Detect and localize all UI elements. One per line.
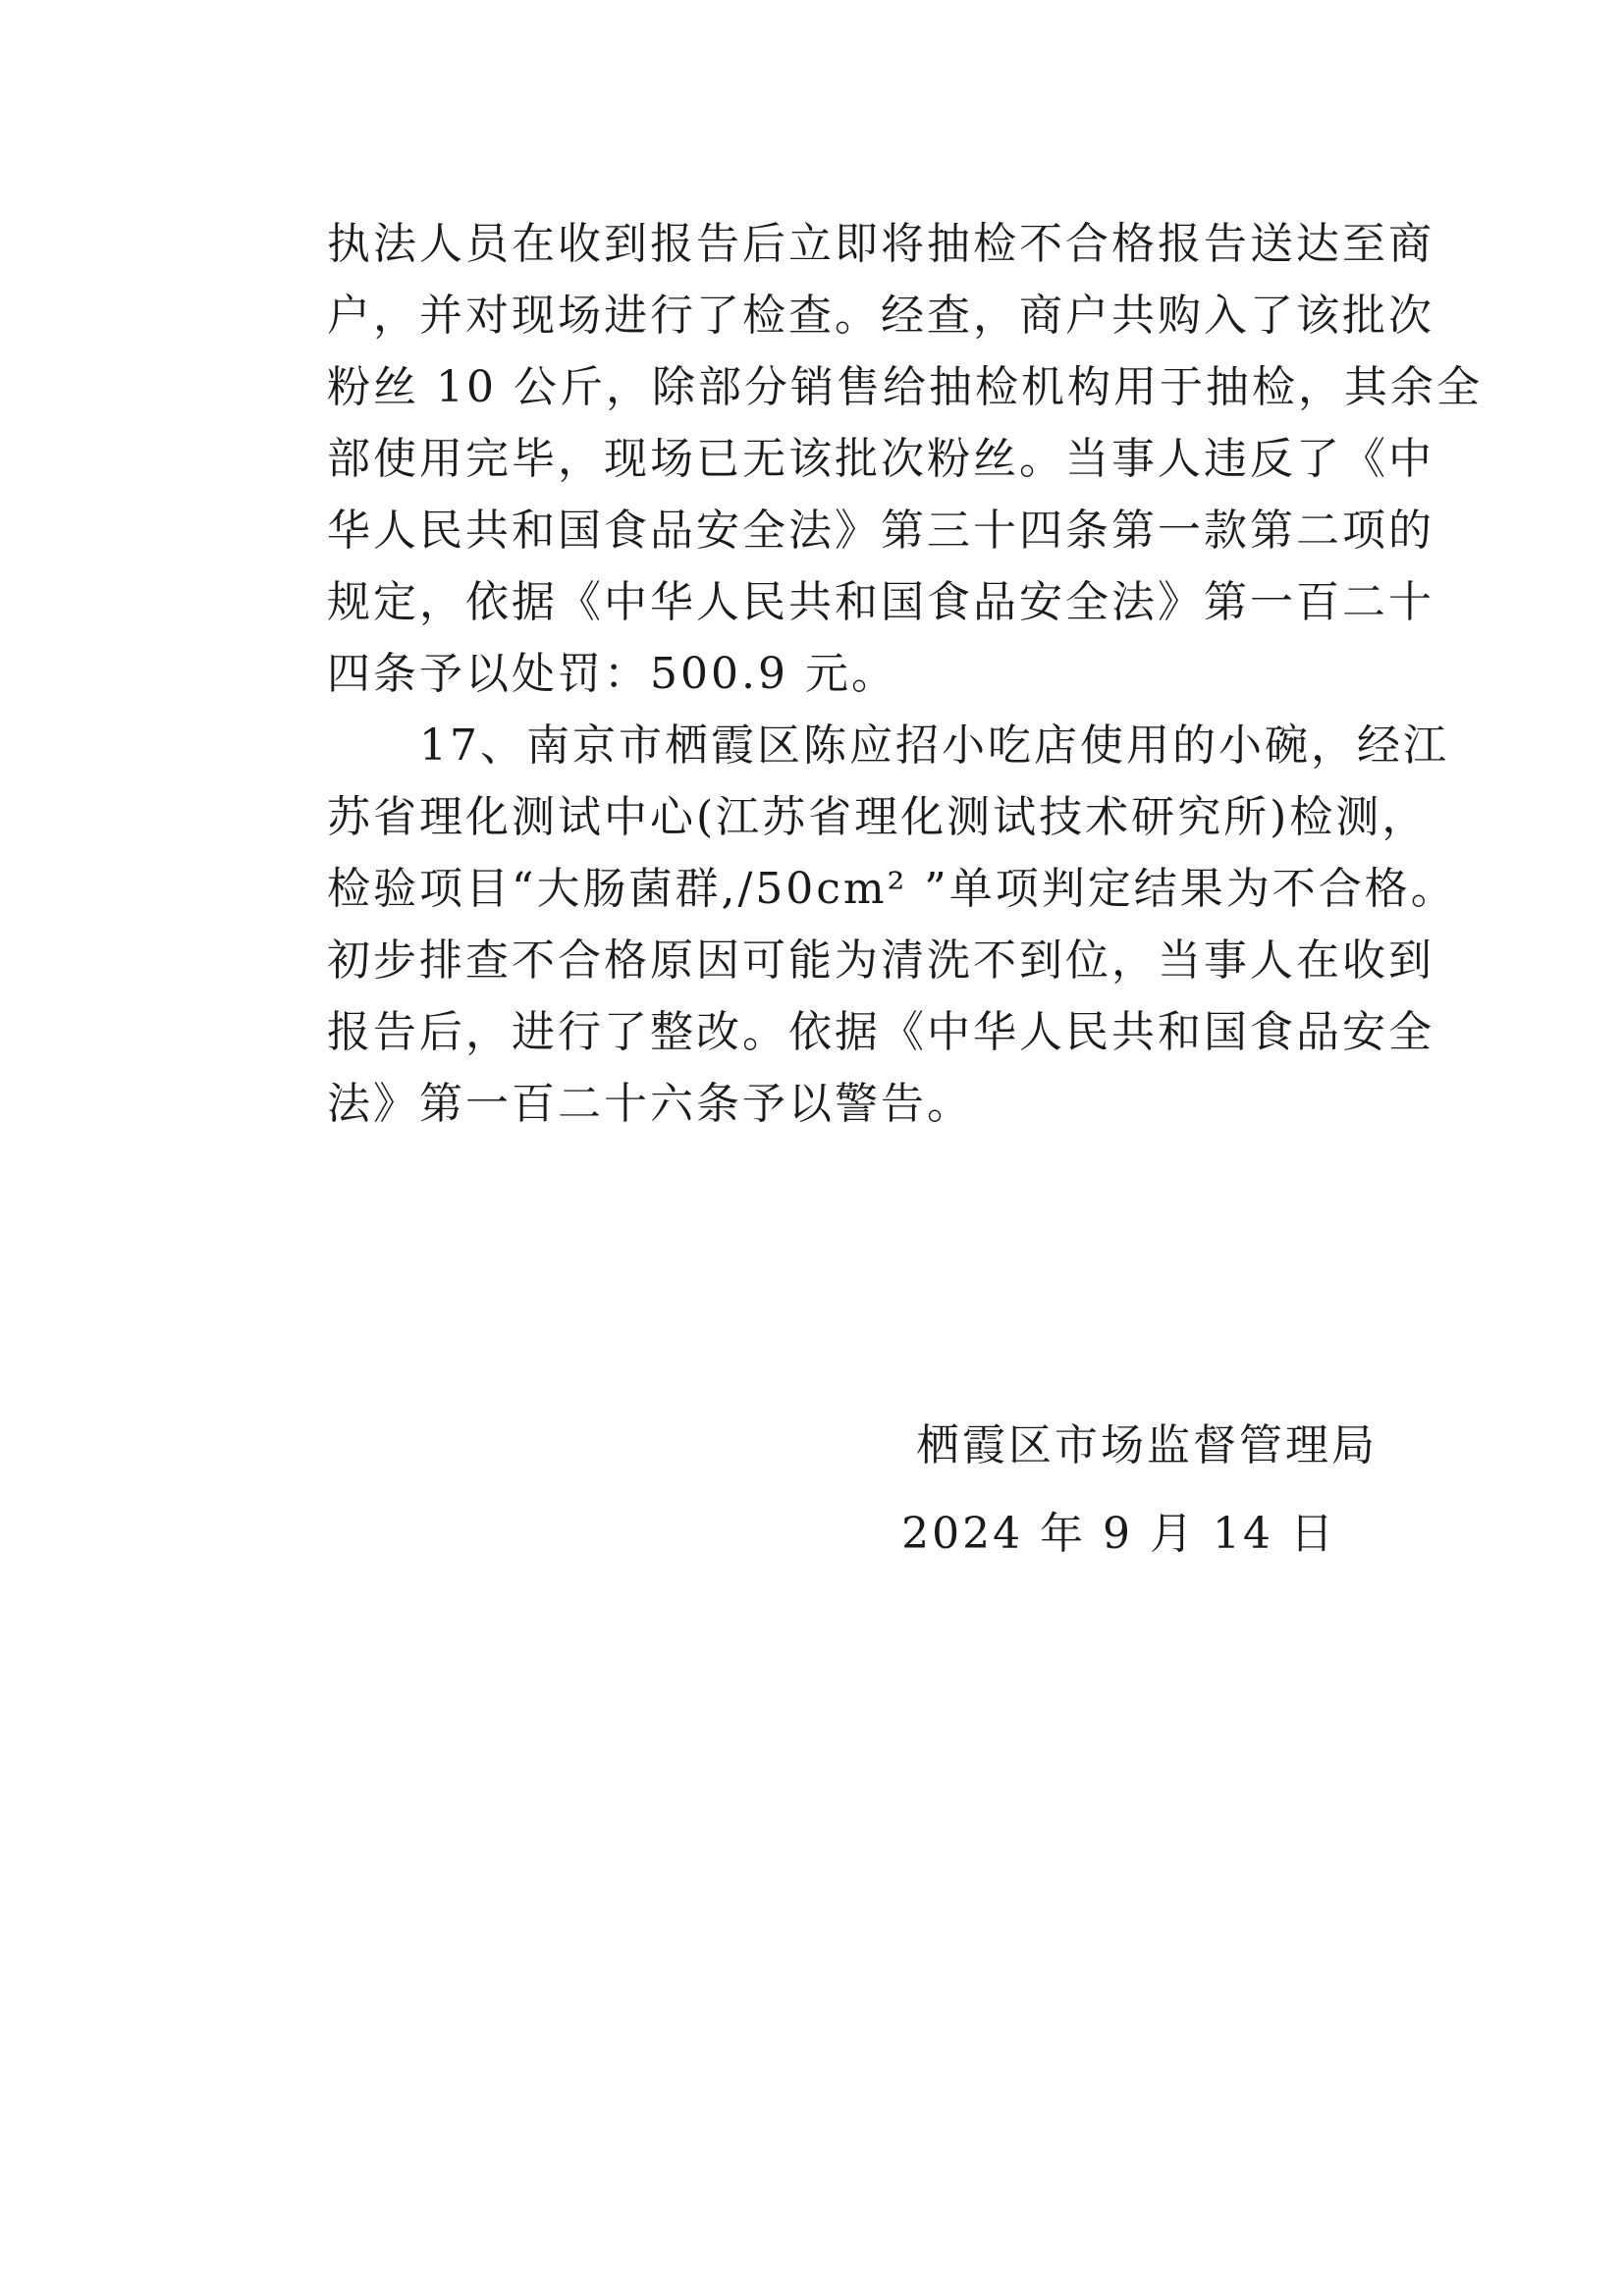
paragraph-16-line: 规定，依据《中华人民共和国食品安全法》第一百二十	[327, 577, 1434, 627]
issue-date: 2024 年 9 月 14 日	[901, 1509, 1336, 1559]
paragraph-17-line: 检验项目“大肠菌群,/50cm² ”单项判定结果为不合格。	[327, 864, 1457, 914]
paragraph-16-line: 户，并对现场进行了检查。经查，商户共购入了该批次	[327, 291, 1434, 341]
paragraph-17-line: 17、南京市栖霞区陈应招小吃店使用的小碗，经江	[327, 721, 1449, 771]
paragraph-16-line: 华人民共和国食品安全法》第三十四条第一款第二项的	[327, 506, 1434, 556]
paragraph-17-line: 法》第一百二十六条予以警告。	[327, 1079, 973, 1129]
paragraph-16-line: 粉丝 10 公斤，除部分销售给抽检机构用于抽检，其余全	[327, 362, 1483, 412]
signature-block	[901, 1402, 1378, 1578]
paragraph-17-line: 报告后，进行了整改。依据《中华人民共和国食品安全	[327, 1007, 1434, 1057]
paragraph-16-line: 部使用完毕，现场已无该批次粉丝。当事人违反了《中	[327, 434, 1434, 484]
paragraph-17-line: 苏省理化测试中心(江苏省理化测试技术研究所)检测，	[327, 792, 1429, 842]
paragraph-16-line: 执法人员在收到报告后立即将抽检不合格报告送达至商	[327, 219, 1434, 269]
paragraph-16-line: 四条予以处罚：500.9 元。	[327, 649, 897, 699]
document-body	[327, 208, 1483, 1140]
issuer-name: 栖霞区市场监督管理局	[916, 1420, 1378, 1470]
paragraph-17-line: 初步排查不合格原因可能为清洗不到位，当事人在收到	[327, 935, 1434, 986]
